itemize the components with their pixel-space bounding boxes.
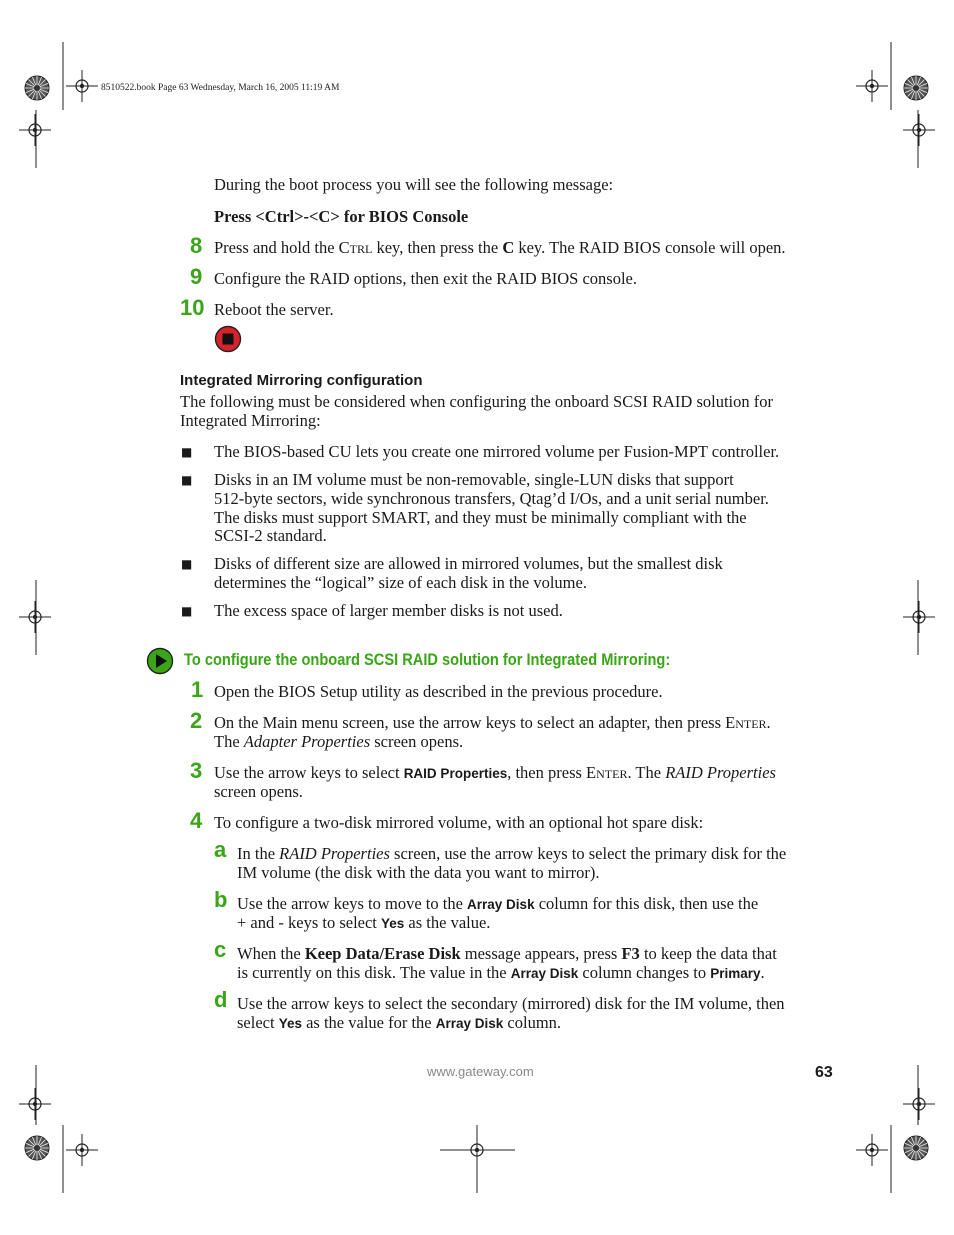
substep-text: + and - keys to select Yes as the value. bbox=[237, 913, 491, 932]
bios-message: Press <Ctrl>-<C> for BIOS Console bbox=[214, 207, 469, 226]
ui-term: Array Disk bbox=[435, 1016, 504, 1031]
ui-term: RAID Properties bbox=[403, 766, 508, 781]
bullet-text: determines the “logical” size of each disk in the volume. bbox=[214, 573, 587, 592]
ui-term: Yes bbox=[278, 1016, 302, 1031]
ui-term: Array Disk bbox=[510, 966, 579, 981]
header-file-info: 8510522.book Page 63 Wednesday, March 16, 2005 11:19 AM bbox=[101, 83, 340, 93]
bullet-icon: ■ bbox=[181, 445, 193, 459]
ui-term: Array Disk bbox=[467, 897, 535, 912]
step-number: 1 bbox=[191, 677, 204, 702]
step-text: screen opens. bbox=[214, 782, 303, 801]
key-enter: Enter bbox=[586, 763, 628, 782]
substep-text: When the Keep Data/Erase Disk message appears, press F3 to keep the data that bbox=[237, 944, 777, 963]
section-para-line: The following must be considered when configuring the onboard SCSI RAID solution for bbox=[180, 392, 773, 411]
key-ctrl: Ctrl bbox=[338, 238, 373, 257]
procedure-title: To configure the onboard SCSI RAID solution for Integrated Mirroring: bbox=[184, 650, 671, 669]
step-number: 3 bbox=[190, 758, 203, 783]
play-arrow-icon bbox=[146, 647, 174, 675]
bullet-text: Disks in an IM volume must be non-removable, single-LUN disks that support bbox=[214, 470, 734, 489]
step-text: Open the BIOS Setup utility as described in the previous procedure. bbox=[214, 682, 663, 701]
bullet-text: 512-byte sectors, wide synchronous transfers, Qtag’d I/Os, and a unit serial number. bbox=[214, 489, 769, 508]
bullet-text: Disks of different size are allowed in mirrored volumes, but the smallest disk bbox=[214, 554, 723, 573]
ui-term: Primary bbox=[710, 966, 761, 981]
substep-letter: d bbox=[214, 987, 228, 1012]
step-text: The Adapter Properties screen opens. bbox=[214, 732, 464, 751]
bullet-icon: ■ bbox=[181, 473, 193, 487]
substep-letter: a bbox=[214, 837, 227, 862]
step-text: On the Main menu screen, use the arrow keys to select an adapter, then press Enter. bbox=[214, 713, 771, 732]
substep-text: IM volume (the disk with the data you want to mirror). bbox=[237, 863, 600, 882]
bullet-icon: ■ bbox=[181, 557, 193, 571]
step-number: 9 bbox=[190, 264, 203, 289]
bullet-text: The excess space of larger member disks is not used. bbox=[214, 601, 563, 620]
key-enter: Enter bbox=[725, 713, 767, 732]
step-text: Configure the RAID options, then exit the RAID BIOS console. bbox=[214, 269, 637, 288]
step-number: 4 bbox=[190, 808, 203, 833]
key-c: C bbox=[502, 238, 515, 257]
bullet-icon: ■ bbox=[181, 604, 193, 618]
substep-text: Use the arrow keys to move to the Array Disk column for this disk, then use the bbox=[237, 894, 759, 913]
substep-text: In the RAID Properties screen, use the arrow keys to select the primary disk for the bbox=[237, 844, 787, 863]
substep-letter: b bbox=[214, 887, 228, 912]
section-heading: Integrated Mirroring configuration bbox=[180, 372, 423, 389]
footer-url[interactable]: www.gateway.com bbox=[427, 1064, 534, 1079]
boot-message-lead: During the boot process you will see the following message: bbox=[214, 175, 614, 194]
step-text: To configure a two-disk mirrored volume, with an optional hot spare disk: bbox=[214, 813, 704, 832]
step-number: 8 bbox=[190, 233, 203, 258]
ui-term: Yes bbox=[381, 916, 405, 931]
step-text: Press and hold the Ctrl key, then press the C key. The RAID BIOS console will open. bbox=[214, 238, 786, 257]
bullet-text: The disks must support SMART, and they must be minimally compliant with the bbox=[214, 508, 747, 527]
section-para-line: Integrated Mirroring: bbox=[180, 411, 321, 430]
stop-icon bbox=[214, 325, 242, 353]
page-number: 63 bbox=[815, 1064, 833, 1081]
substep-text: select Yes as the value for the Array Disk column. bbox=[237, 1013, 562, 1032]
step-text: Use the arrow keys to select RAID Properties, then press Enter. The RAID Properties bbox=[214, 763, 776, 782]
step-number: 10 bbox=[180, 295, 205, 320]
step-number: 2 bbox=[190, 708, 203, 733]
substep-text: is currently on this disk. The value in the Array Disk column changes to Primary. bbox=[237, 963, 765, 982]
substep-letter: c bbox=[214, 937, 227, 962]
step-text: Reboot the server. bbox=[214, 300, 334, 319]
substep-text: Use the arrow keys to select the secondary (mirrored) disk for the IM volume, then bbox=[237, 994, 785, 1013]
bullet-text: The BIOS-based CU lets you create one mirrored volume per Fusion-MPT controller. bbox=[214, 442, 780, 461]
bullet-text: SCSI-2 standard. bbox=[214, 526, 327, 545]
